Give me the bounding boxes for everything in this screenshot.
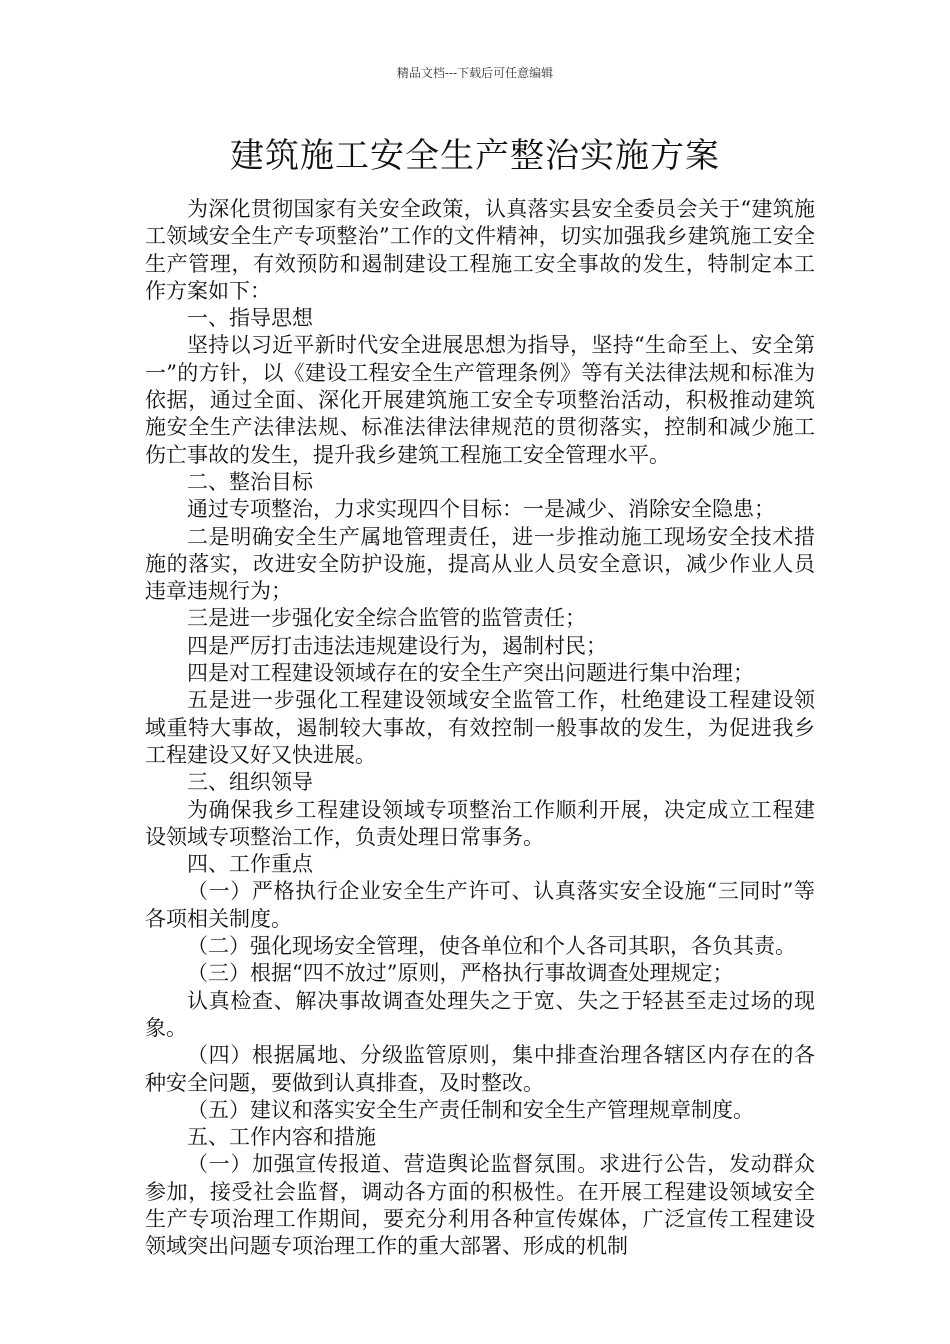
paragraph: 四是对工程建设领域存在的安全生产突出问题进行集中治理；: [187, 661, 754, 686]
paragraph: （三）根据“四不放过”原则，严格执行事故调查处理规定；: [187, 961, 734, 986]
section-heading-leadership: 三、组织领导: [187, 770, 313, 795]
paragraph: （五）建议和落实安全生产责任制和安全生产管理规章制度。: [187, 1097, 754, 1122]
paragraph: 三是进一步强化安全综合监管的监管责任；: [187, 606, 586, 631]
paragraph: 为确保我乡工程建设领域专项整治工作顺利开展，决定成立工程建设领域专项整治工作，负责处理日常事务。: [145, 797, 815, 849]
paragraph: 通过专项整治，力求实现四个目标：一是减少、消除安全隐患；: [187, 497, 775, 522]
paragraph: （一）加强宣传报道、营造舆论监督氛围。求进行公告，发动群众参加，接受社会监督，调动各方面的积极性。在开展工程建设领域安全生产专项治理工作期间，要充分利用各种宣传媒体，广泛宣传工程建设领域突出问题专项治理工作的重大部署、形成的机制: [145, 1152, 815, 1259]
section-heading-measures: 五、工作内容和措施: [187, 1125, 376, 1150]
paragraph: （四）根据属地、分级监管原则，集中排查治理各辖区内存在的各种安全问题，要做到认真排查，及时整改。: [145, 1043, 815, 1095]
document-body: [145, 196, 815, 1261]
section-heading-guiding-thought: 一、指导思想: [187, 306, 313, 331]
paragraph: （一）严格执行企业安全生产许可、认真落实安全设施“三同时”等各项相关制度。: [145, 879, 815, 931]
section-heading-key-points: 四、工作重点: [187, 852, 313, 877]
document-title: 建筑施工安全生产整治实施方案: [230, 136, 720, 176]
paragraph: 五是进一步强化工程建设领域安全监管工作，杜绝建设工程建设领域重特大事故，遏制较大事故，有效控制一般事故的发生，为促进我乡工程建设又好又快进展。: [145, 688, 815, 767]
paragraph: 坚持以习近平新时代安全进展思想为指导，坚持“生命至上、安全第一”的方针，以《建设工程安全生产管理条例》等有关法律法规和标准为依据，通过全面、深化开展建筑施工安全专项整治活动，积极推动建筑施安全生产法律法规、标准法律法律规范的贯彻落实，控制和减少施工伤亡事故的发生，提升我乡建筑工程施工安全管理水平。: [145, 333, 815, 467]
paragraph: 认真检查、解决事故调查处理失之于宽、失之于轻甚至走过场的现象。: [145, 988, 815, 1040]
paragraph: 四是严厉打击违法违规建设行为，遏制村民；: [187, 633, 607, 658]
header-note: 精品文档---下载后可任意编辑: [396, 66, 554, 80]
paragraph: 二是明确安全生产属地管理责任，进一步推动施工现场安全技术措施的落实，改进安全防护设施，提高从业人员安全意识，减少作业人员违章违规行为；: [145, 524, 815, 604]
paragraph: （二）强化现场安全管理，使各单位和个人各司其职，各负其责。: [187, 934, 796, 959]
intro-paragraph: 为深化贯彻国家有关安全政策，认真落实县安全委员会关于“建筑施工领域安全生产专项整治”工作的文件精神，切实加强我乡建筑施工安全生产管理，有效预防和遏制建设工程施工安全事故的发生，特制定本工作方案如下：: [145, 197, 815, 303]
section-heading-goals: 二、整治目标: [187, 469, 313, 494]
